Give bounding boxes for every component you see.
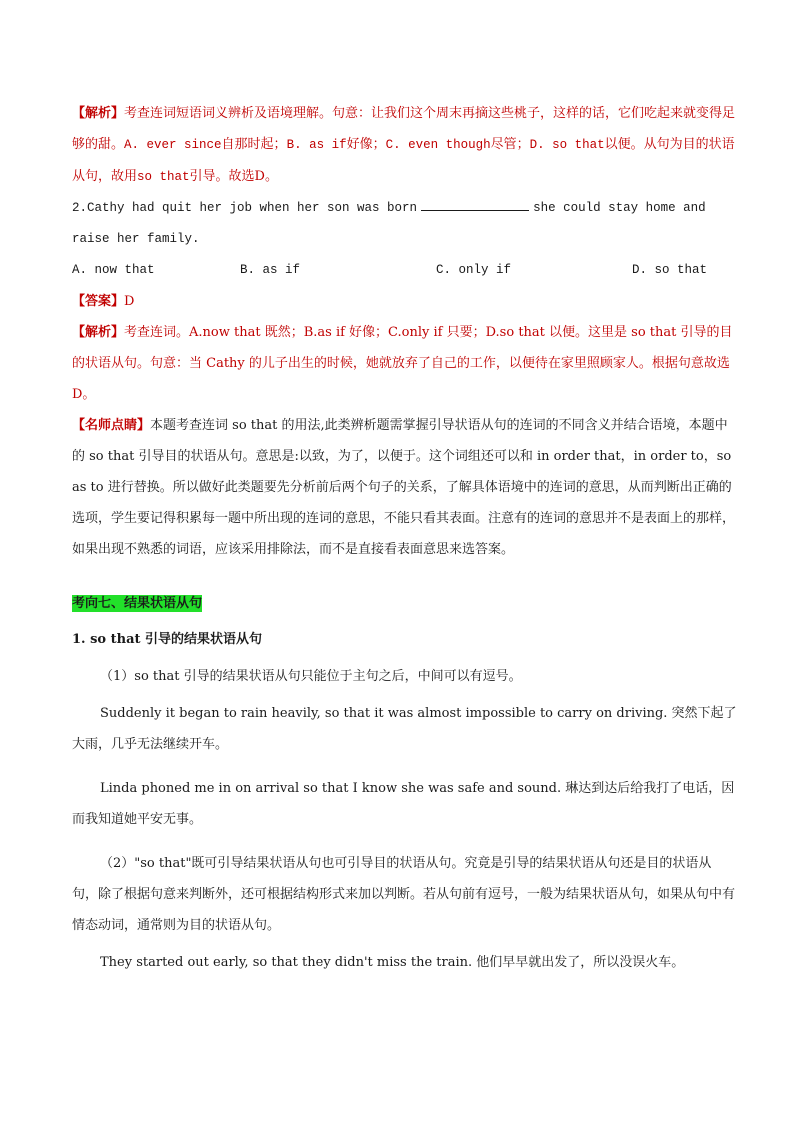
example-2: Linda phoned me in on arrival so that I know she was safe and sound. 琳达到达后给我打了电话，因而我知道她平安无事。	[72, 781, 735, 827]
analysis-1	[72, 98, 737, 193]
choice-c: C. only if	[436, 263, 512, 277]
analysis-text: 自那时起；	[221, 137, 287, 152]
analysis-text: 尽管；	[490, 137, 530, 152]
analysis-text: 考查连词短语词义辨析及语境理解。句意：让我们这个周末再摘这些桃子，这样的话，它们吃起来就变得足够的甜。	[72, 106, 736, 152]
answer-2	[72, 286, 737, 317]
analysis-text: 考查连词。A.now that 既然；B.as if 好像；C.only if 只要；D.so that 以便。这里是 so that 引导的目的状语从句。句意：当 Cathy 的儿子出生的时候，她就放弃了自己的工作，以便待在家里照顾家人。根据句意故选D。	[72, 325, 733, 402]
section-title: 考向七、结果状语从句	[72, 596, 203, 611]
analysis-2	[72, 317, 737, 410]
choice-a: A. now that	[72, 263, 155, 277]
example-1: Suddenly it began to rain heavily, so that it was almost impossible to carry on driving. 突然下起了大雨，几乎无法继续开车。	[72, 706, 737, 752]
question-stem: 2.Cathy had quit her job when her son was born	[72, 201, 418, 215]
option-c: C. even though	[385, 138, 491, 152]
analysis-text: 引导。故选D。	[189, 169, 278, 184]
question-2	[72, 193, 737, 255]
analysis-tag: 【解析】	[72, 106, 125, 121]
teacher-tip	[72, 410, 737, 565]
tip-text: 本题考查连词 so that 的用法,此类辨析题需掌握引导状语从句的连词的不同含义并结合语境，本题中的 so that 引导目的状语从句。意思是:以致，为了，以便于。这个词组还可以和 in order that，in order to，so as to 进行替换。所以做好此类题要先分析前后两个句子的关系，了解具体语境中的连词的意思，从而判断出正确的选项，学生要记得积累每一题中所出现的连词的意思，不能只看其表面。注意有的连词的意思并不是表面上的那样，如果出现不熟悉的词语，应该采用排除法，而不是直接看表面意思来选答案。	[72, 418, 736, 557]
document-page	[72, 98, 737, 991]
analysis-text: 以便。从句为目的状语从句，故用	[72, 137, 735, 184]
question-2-options	[72, 255, 737, 286]
rule-2: （2）"so that"既可引导结果状语从句也可引导目的状语从句。究竟是引导的结果状语从句还是目的状语从句，除了根据句意来判断外，还可根据结构形式来加以判断。若从句前有逗号，一般为结果状语从句，如果从句中有情态动词，通常则为目的状语从句。	[72, 856, 736, 933]
analysis-tag: 【解析】	[72, 325, 125, 340]
section-heading	[72, 591, 737, 617]
answer-tag: 【答案】	[72, 294, 125, 309]
option-b: B. as if	[286, 138, 347, 152]
option-a: A. ever since	[124, 138, 222, 152]
option-d: D. so that	[529, 138, 605, 152]
keyword: so that	[137, 170, 190, 184]
example-3: They started out early, so that they didn't miss the train. 他们早早就出发了，所以没误火车。	[100, 955, 685, 970]
question-stem-end: she could stay home and raise her family.	[72, 201, 706, 246]
tip-tag: 【名师点睛】	[72, 418, 151, 433]
answer-blank	[421, 198, 529, 211]
subheading: 1. so that 引导的结果状语从句	[72, 632, 263, 647]
answer-value: D	[124, 294, 135, 309]
analysis-text: 好像；	[346, 137, 386, 152]
choice-d: D. so that	[632, 263, 708, 277]
choice-b: B. as if	[240, 263, 301, 277]
rule-1: （1）so that 引导的结果状语从句只能位于主句之后，中间可以有逗号。	[100, 669, 522, 684]
